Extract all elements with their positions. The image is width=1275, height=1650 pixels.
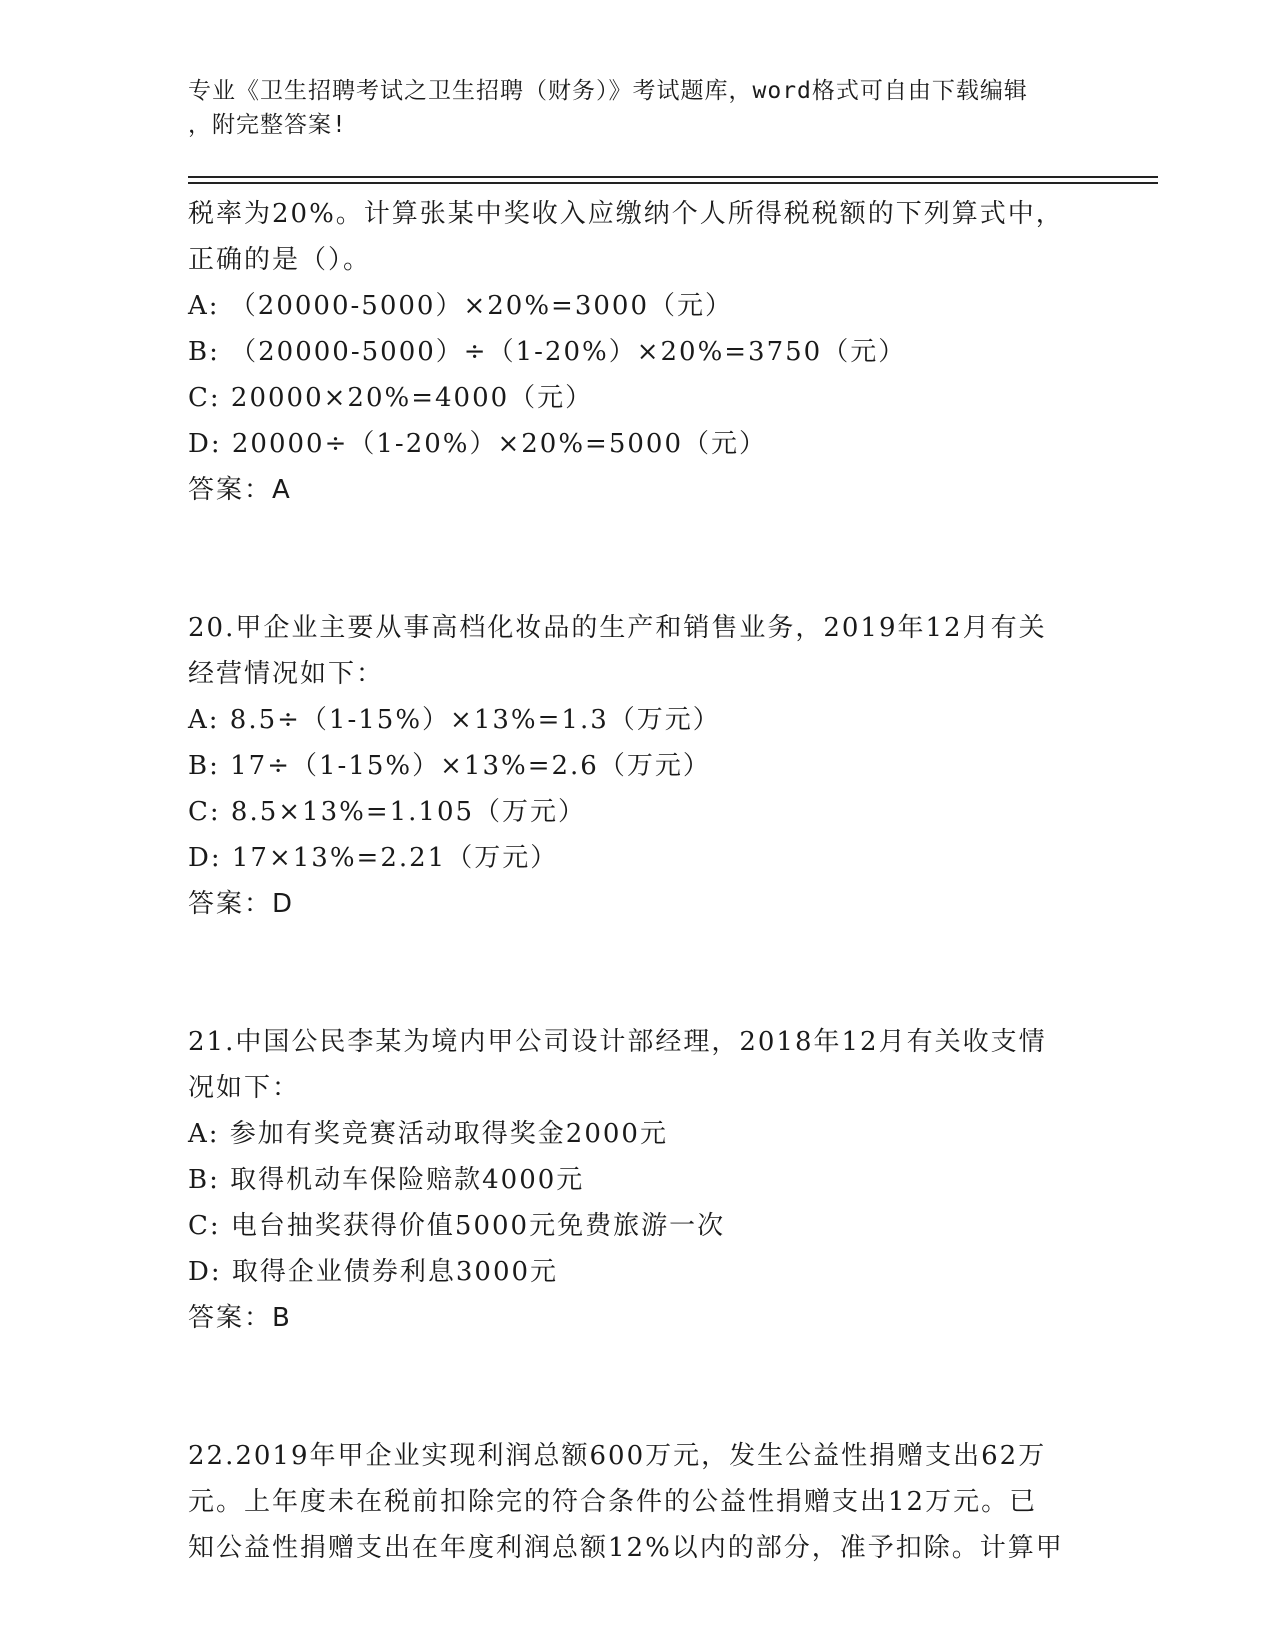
option-b: B: （20000-5000）÷（1-20%）×20%=3750（元） (188, 337, 907, 367)
question-20 (188, 605, 1088, 927)
question-19 (188, 191, 1088, 513)
question-spacer (188, 513, 1088, 605)
header-divider-top (188, 176, 1158, 178)
header-title-line-1: 专业《卫生招聘考试之卫生招聘（财务）》考试题库，word格式可自由下载编辑 (188, 78, 1028, 104)
document-body (188, 191, 1088, 1571)
header-divider-bottom (188, 182, 1158, 184)
question-stem-line: 21.中国公民李某为境内甲公司设计部经理，2018年12月有关收支情 (188, 1027, 1047, 1057)
header-title-line-2: ，附完整答案! (188, 112, 347, 138)
answer-line: 答案：B (188, 1303, 292, 1333)
question-spacer (188, 927, 1088, 1019)
question-stem-line: 正确的是（）。 (188, 245, 372, 275)
question-stem-line: 经营情况如下： (188, 659, 385, 689)
question-stem-line: 知公益性捐赠支出在年度利润总额12%以内的部分，准予扣除。计算甲 (188, 1533, 1064, 1563)
option-a: A: （20000-5000）×20%=3000（元） (188, 291, 733, 321)
document-header (188, 74, 1088, 142)
question-stem-line: 况如下： (188, 1073, 301, 1103)
option-a: A: 参加有奖竞赛活动取得奖金2000元 (188, 1119, 668, 1149)
question-21 (188, 1019, 1088, 1341)
question-22 (188, 1433, 1088, 1571)
option-d: D: 取得企业债券利息3000元 (188, 1257, 559, 1287)
question-stem-line: 元。上年度未在税前扣除完的符合条件的公益性捐赠支出12万元。已 (188, 1487, 1038, 1517)
question-spacer (188, 1341, 1088, 1433)
option-c: C: 电台抽奖获得价值5000元免费旅游一次 (188, 1211, 726, 1241)
answer-line: 答案：A (188, 475, 292, 505)
option-b: B: 取得机动车保险赔款4000元 (188, 1165, 585, 1195)
option-d: D: 20000÷（1-20%）×20%=5000（元） (188, 429, 768, 459)
question-stem-line: 22.2019年甲企业实现利润总额600万元，发生公益性捐赠支出62万 (188, 1441, 1047, 1471)
option-c: C: 8.5×13%=1.105（万元） (188, 797, 587, 827)
option-a: A: 8.5÷（1-15%）×13%=1.3（万元） (188, 705, 721, 735)
answer-line: 答案：D (188, 889, 295, 919)
option-c: C: 20000×20%=4000（元） (188, 383, 594, 413)
question-stem-line: 税率为20%。计算张某中奖收入应缴纳个人所得税税额的下列算式中， (188, 199, 1064, 229)
option-d: D: 17×13%=2.21（万元） (188, 843, 559, 873)
question-stem-line: 20.甲企业主要从事高档化妆品的生产和销售业务，2019年12月有关 (188, 613, 1047, 643)
option-b: B: 17÷（1-15%）×13%=2.6（万元） (188, 751, 711, 781)
